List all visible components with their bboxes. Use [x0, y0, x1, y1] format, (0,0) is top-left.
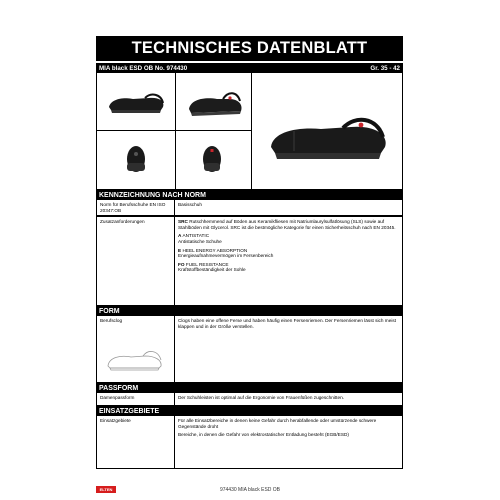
- product-name: MIA black ESD OB No. 974430: [99, 64, 188, 72]
- product-photos: [96, 73, 403, 190]
- einsatz-text-2: Bereiche, in denen die Gefahr von elektrostatischer Entladung besteht (EGB/ESD): [178, 432, 349, 438]
- form-label-cell: [97, 316, 175, 382]
- norm-row: [96, 200, 403, 217]
- e-code: E: [178, 247, 182, 253]
- a-code: A: [178, 233, 182, 239]
- footer-caption: 974430 MIA black ESD OB: [219, 487, 281, 493]
- src-code: SRC: [178, 219, 188, 225]
- fo-code: FO: [178, 261, 185, 267]
- section-heading-kennzeichnung: KENNZEICHNUNG NACH NORM: [96, 190, 403, 200]
- shoe-front-photo: [123, 141, 149, 175]
- shoe-angle-photo: [183, 89, 245, 119]
- norm-label: Norm für Berufsschuhe EN ISO 20347:OB: [97, 200, 175, 216]
- fo-block: [178, 262, 399, 273]
- datasheet: [96, 36, 403, 469]
- shoe-side-photo: [105, 91, 167, 117]
- requirements-row: [96, 217, 403, 306]
- shoe-back-photo: [199, 139, 225, 175]
- a-title: ANTISTATIC: [182, 233, 210, 239]
- size-range: Gr. 35 - 42: [370, 64, 400, 72]
- section-heading-form: FORM: [96, 306, 403, 316]
- src-text: Rutschhemmend auf Böden aus Keramikfliesen mit Natriumlaurylsulfatlösung (SLS) sowie auf Stahlböden mit Glycerol. SRC ist die bestmögliche Kategorie für einen Sicherheitsschuh nach EN 20345.: [178, 219, 396, 230]
- product-bar: [96, 63, 403, 73]
- e-block: [178, 248, 399, 259]
- form-label: Berufsclog: [100, 318, 123, 324]
- fo-text: Kraftstoffbeständigkeit der Sohle: [178, 267, 246, 273]
- a-text: Antistatische Schuhe: [178, 238, 222, 244]
- fo-title: FUEL RESISTANCE: [185, 261, 229, 267]
- page-title: TECHNISCHES DATENBLATT: [96, 36, 403, 61]
- form-row: [96, 316, 403, 383]
- src-block: [178, 219, 399, 230]
- a-block: [178, 233, 399, 244]
- requirements-label: Zusatzanforderungen: [97, 217, 175, 305]
- brand-logo-text: ELTEN: [99, 487, 113, 492]
- section-heading-passform: PASSFORM: [96, 383, 403, 393]
- form-text: Clogs haben eine offene Ferse und haben häufig einen Fersenriemen. Der Fersenriemen lässt sich meist klappen und in der Größe verstellen.: [178, 318, 397, 329]
- e-title: HEEL ENERGY ABSORPTION: [182, 247, 248, 253]
- norm-value: Basisschuh: [175, 200, 402, 216]
- shoe-main-photo: [263, 113, 393, 169]
- einsatz-text-1: Für alle Einsatzbereiche in denen keine Gefahr durch herabfallende oder umstürzende schwere Gegenstände droht: [178, 418, 377, 429]
- einsatz-row: [96, 416, 403, 469]
- passform-label: Damenpassform: [97, 393, 175, 405]
- requirements-value: [175, 217, 402, 305]
- clog-outline-icon: [105, 348, 165, 374]
- einsatz-text: [175, 416, 402, 468]
- passform-text: Der Schuhleisten ist optimal auf die Ergonomie von Frauenfüßen zugeschnitten.: [178, 395, 344, 401]
- section-heading-einsatz: EINSATZGEBIETE: [96, 406, 403, 416]
- e-text: Energieaufnahmevermögen im Fersenbereich: [178, 253, 274, 259]
- passform-row: [96, 393, 403, 406]
- einsatz-label: Einsatzgebiete: [97, 416, 175, 468]
